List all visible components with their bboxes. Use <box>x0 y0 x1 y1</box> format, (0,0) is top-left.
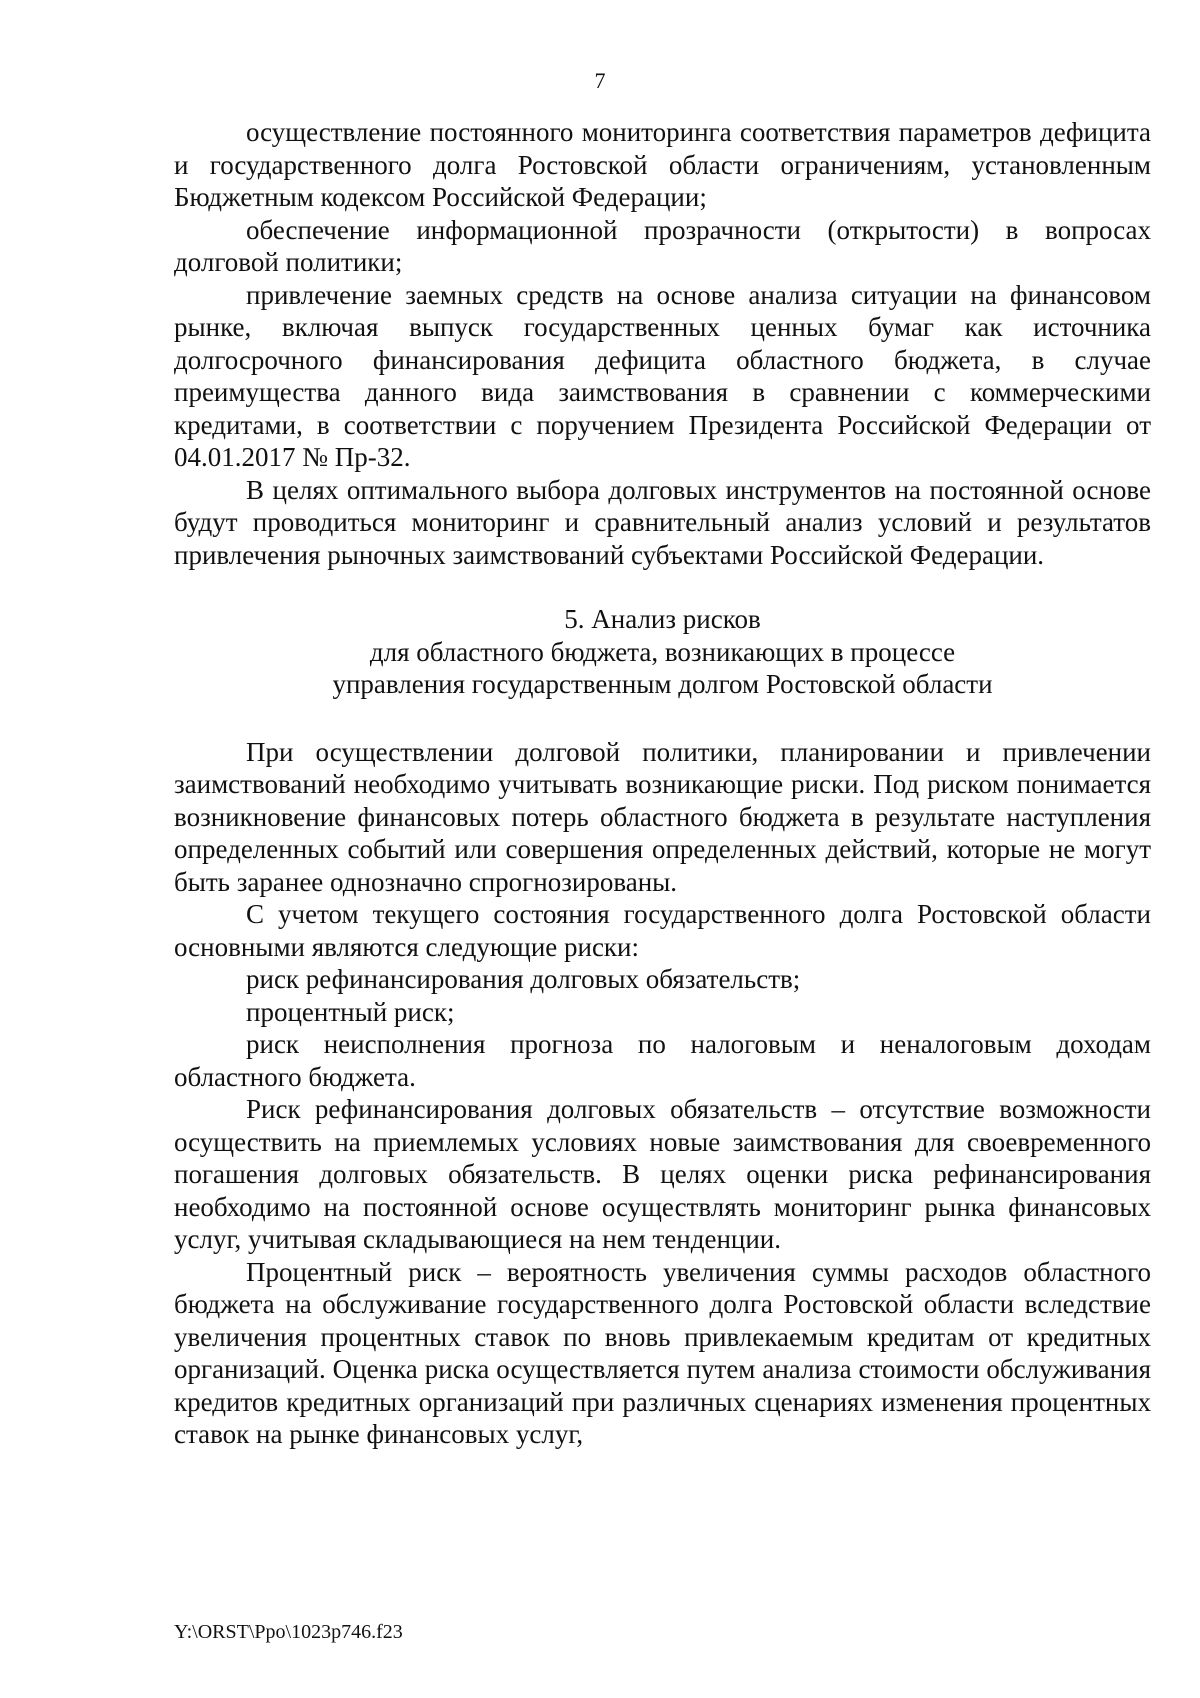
footer-file-path: Y:\ORST\Ppo\1023p746.f23 <box>174 1621 403 1643</box>
section-heading <box>174 571 1151 736</box>
section-heading-line-1: 5. Анализ рисков <box>564 604 761 634</box>
paragraph-borrowing: привлечение заемных средств на основе анализа ситуации на финансовом рынке, включая выпуск государственных ценных бумаг как источника долгосрочного финансирования дефицита областного бюджета, в случае преимущества данного вида заимствования в сравнении с коммерческими кредитами, в соответствии с поручением Президента Российской Федерации от 04.01.2017 № Пр-32. <box>174 279 1151 472</box>
section-heading-line-2: для областного бюджета, возникающих в процессе <box>369 636 956 667</box>
paragraph-instrument-selection: В целях оптимального выбора долговых инструментов на постоянной основе будут проводиться мониторинг и сравнительный анализ условий и результатов привлечения рыночных заимствований субъектами Российской Федерации. <box>174 474 1151 570</box>
list-item-revenue-risk: риск неисполнения прогноза по налоговым и неналоговым доходам областного бюджета. <box>174 1029 1151 1092</box>
list-item-refinancing-risk: риск рефинансирования долговых обязательств; <box>246 964 801 994</box>
document-body <box>174 116 1151 1451</box>
page-number: 7 <box>594 68 606 93</box>
paragraph-main-risks: С учетом текущего состояния государственного долга Ростовской области основными являются следующие риски: <box>174 899 1151 962</box>
section-heading-line-3: управления государственным долгом Ростовской области <box>332 669 993 699</box>
paragraph-risks-intro: При осуществлении долговой политики, планировании и привлечении заимствований необходимо учитывать возникающие риски. Под риском понимается возникновение финансовых потерь областного бюджета в результате наступления определенных событий или совершения определенных действий, которые не могут быть заранее однозначно спрогнозированы. <box>174 736 1151 897</box>
list-item-interest-risk: процентный риск; <box>246 996 455 1027</box>
paragraph-interest-risk: Процентный риск – вероятность увеличения суммы расходов областного бюджета на обслуживание государственного долга Ростовской области вследствие увеличения процентных ставок по вновь привлекаемым кредитам от кредитных организаций. Оценка риска осуществляется путем анализа стоимости обслуживания кредитов кредитных организаций при различных сценариях изменения процентных ставок на рынке финансовых услуг, <box>174 1256 1151 1449</box>
paragraph-monitoring: осуществление постоянного мониторинга соответствия параметров дефицита и государственного долга Ростовской области ограничениям, установленным Бюджетным кодексом Российской Федерации; <box>174 117 1151 212</box>
paragraph-transparency: обеспечение информационной прозрачности (открытости) в вопросах долговой политики; <box>174 214 1151 277</box>
paragraph-refinancing-risk: Риск рефинансирования долговых обязательств – отсутствие возможности осуществить на приемлемых условиях новые заимствования для своевременного погашения долговых обязательств. В целях оценки риска рефинансирования необходимо на постоянной основе осуществлять мониторинг рынка финансовых услуг, учитывая складывающиеся на нем тенденции. <box>174 1094 1151 1254</box>
